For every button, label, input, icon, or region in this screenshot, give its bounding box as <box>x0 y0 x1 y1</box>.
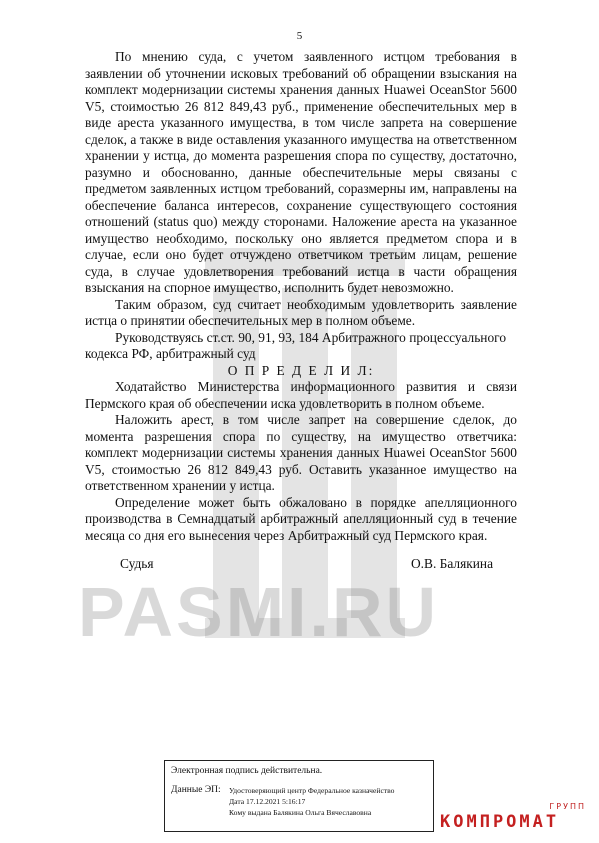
e-signature-box <box>164 760 434 832</box>
paragraph-appeal: Определение может быть обжаловано в порядке апелляционного производства в Семнадцатый арбитражный апелляционный суд в течение месяца со дня его вынесения через Арбитражный суд Пермского края. <box>85 494 517 543</box>
e-signature-date: Дата 17.12.2021 5:16:17 <box>229 797 306 806</box>
document-body <box>85 49 517 544</box>
e-signature-label: Данные ЭП: <box>171 785 221 795</box>
brand-logo-main: КОМПРОМАТ <box>440 812 560 832</box>
page-number: 5 <box>296 30 303 42</box>
judge-name: О.В. Балякина <box>411 556 494 571</box>
paragraph-legal-basis-tail: кодекса РФ, арбитражный суд <box>85 346 256 361</box>
paragraph-motion-granted: Ходатайство Министерства информационного развития и связи Пермского края об обеспечении иска удовлетворить в полном объеме. <box>85 379 517 411</box>
paragraph-conclusion: Таким образом, суд считает необходимым удовлетворить заявление истца о принятии обеспечительных мер в полном объеме. <box>85 296 517 328</box>
paragraph-court-opinion: По мнению суда, с учетом заявленного истцом требования в заявлении об уточнении исковых требований об обращении взыскания на комплект модернизации системы хранения данных Huawei OceanStor 5600 V5, стоимостью 26 812 849,43 руб., применение обеспечительных мер в виде ареста указанного имущества, в том числе запрета на совершение сделок, а также в виде оставления указанного имущества на ответственном хранении у истца, до момента разрешения спора по существу, достаточно, разумно и обоснованно, данные обеспечительные меры связаны с предметом заявленных истцом требований, соразмерны им, направлены на обеспечение баланса интересов, сохранение существующего состояния отношений (status quo) между сторонами. Наложение ареста на указанное имущество необходимо, поскольку оно является предметом спора и в случае, если оно будет отчуждено ответчиком третьим лицам, решение суда, в случае удовлетворения требований истца в части обращения взыскания на спорное имущество, исполнить будет невозможно. <box>85 49 517 295</box>
brand-logo-top: ГРУПП <box>549 802 586 811</box>
e-signature-details <box>229 785 394 818</box>
e-signature-issuer: Удостоверяющий центр Федеральное казначейство <box>229 786 395 795</box>
judge-role: Судья <box>120 556 154 571</box>
e-signature-title: Электронная подпись действительна. <box>171 766 323 776</box>
e-signature-owner: Кому выдана Балякина Ольга Вячеславовна <box>229 808 372 817</box>
brand-logo <box>440 802 590 836</box>
ruling-heading: О П Р Е Д Е Л И Л: <box>227 362 375 378</box>
watermark-text: PASMI.RU <box>78 573 440 651</box>
paragraph-seizure: Наложить арест, в том числе запрет на совершение сделок, до момента разрешения спора по существу, на имущество ответчика: комплект модернизации системы хранения данных Huawei OceanStor 5600 V5, стоимостью 26 812 849,43 руб. Оставить указанное имущество на ответственном хранении у истца. <box>85 412 517 493</box>
paragraph-legal-basis: Руководствуясь ст.ст. 90, 91, 93, 184 Арбитражного процессуального <box>115 329 507 345</box>
